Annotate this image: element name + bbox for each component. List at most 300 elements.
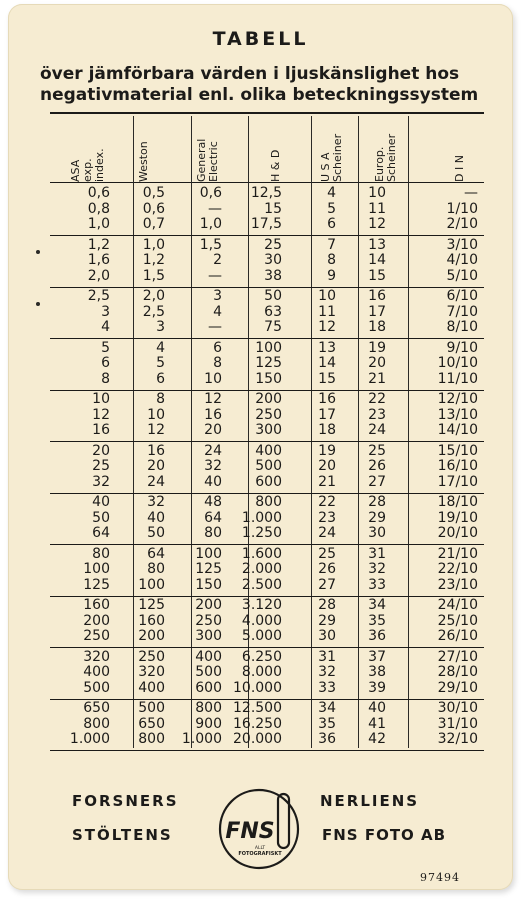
table-value: 6 — [327, 216, 336, 232]
serial-number: 97494 — [420, 871, 460, 884]
table-column-cell — [54, 598, 110, 645]
table-value: 25/10 — [437, 612, 478, 629]
table-column-cell — [54, 495, 110, 542]
table-value: 5 — [101, 339, 110, 356]
table-value: 10 — [92, 391, 110, 407]
table-column-cell — [346, 598, 386, 645]
table-value: 125 — [83, 576, 110, 593]
table-value: 32 — [92, 473, 110, 490]
table-value: 8 — [156, 391, 165, 407]
table-value: 4.000 — [241, 612, 282, 629]
table-value: 16 — [92, 422, 110, 438]
column-header: Europ. Scheiner — [373, 133, 398, 182]
table-column-cell — [418, 701, 478, 748]
table-value: 400 — [138, 679, 165, 696]
table-column-cell — [115, 495, 165, 542]
table-column-cell — [212, 650, 282, 697]
table-value: 3 — [213, 288, 222, 304]
table-value: 20/10 — [437, 525, 478, 541]
table-value: 40 — [92, 494, 110, 510]
table-value: 16 — [318, 391, 336, 407]
table-column-cell — [115, 598, 165, 645]
table-row-group — [50, 442, 484, 494]
table-value: 1.600 — [241, 545, 282, 562]
table-column-cell — [54, 547, 110, 594]
table-column-cell — [115, 341, 165, 388]
table-value: 63 — [264, 303, 282, 320]
table-row-group — [50, 390, 484, 442]
table-value: 23 — [368, 406, 386, 423]
table-column-cell — [212, 186, 282, 233]
logo-letters: FNS — [225, 819, 275, 844]
table-column-cell — [212, 495, 282, 542]
table-value: 800 — [195, 700, 222, 716]
table-value: 34 — [368, 597, 386, 613]
table-value: 20 — [368, 355, 386, 371]
table-value: 200 — [138, 628, 165, 644]
footer-forsners: FORSNERS — [72, 792, 179, 810]
table-value: 1.000 — [69, 731, 110, 747]
table-value: 12 — [92, 406, 110, 423]
table-value: 21 — [318, 473, 336, 490]
table-value: 6 — [213, 339, 222, 356]
table-value: 2,5 — [87, 288, 110, 304]
table-value: 650 — [138, 715, 165, 732]
table-value: — — [208, 200, 222, 217]
table-column-cell — [418, 289, 478, 336]
table-value: 17 — [318, 406, 336, 423]
table-value: 10/10 — [437, 355, 478, 371]
table-value: 1,6 — [87, 252, 110, 268]
table-value: 3 — [156, 319, 165, 335]
table-row-group — [50, 339, 484, 391]
table-column-cell — [296, 495, 336, 542]
table-column-cell — [346, 650, 386, 697]
table-column-cell — [418, 650, 478, 697]
table-value: 150 — [255, 370, 282, 387]
subtitle-line-2: negativmaterial enl. olika beteckningssystem — [40, 85, 479, 105]
table-column-cell — [212, 392, 282, 439]
table-row-group — [50, 699, 484, 751]
table-row-group — [50, 236, 484, 288]
table-column-cell — [212, 289, 282, 336]
table-column-cell — [418, 444, 478, 491]
footer-stoltens: STÖLTENS — [72, 826, 173, 844]
table-value: 50 — [264, 288, 282, 304]
table-column-cell — [296, 547, 336, 594]
table-value: 320 — [138, 664, 165, 680]
table-value: 14 — [368, 252, 386, 268]
table-value: 26/10 — [437, 628, 478, 644]
table-value: 100 — [255, 339, 282, 356]
table-value: 16 — [204, 406, 222, 423]
table-value: 18/10 — [437, 494, 478, 510]
table-column-cell — [212, 547, 282, 594]
card-title: TABELL — [212, 28, 309, 50]
table-column-cell — [346, 547, 386, 594]
table-value: 2,5 — [142, 303, 165, 320]
table-value: 6 — [156, 370, 165, 387]
table-column-cell — [418, 598, 478, 645]
table-value: 6 — [101, 355, 110, 371]
table-column-cell — [54, 444, 110, 491]
table-value: 300 — [255, 422, 282, 438]
table-value: 28 — [318, 597, 336, 613]
table-value: 80 — [92, 545, 110, 562]
table-value: 15 — [318, 370, 336, 387]
table-value: 20 — [147, 458, 165, 474]
table-value: 3 — [101, 303, 110, 320]
table-value: 24/10 — [437, 597, 478, 613]
subtitle-line-1: över jämförbara värden i ljuskänslighet hos — [40, 64, 460, 84]
table-value: 0,6 — [142, 200, 165, 217]
table-column-cell — [212, 598, 282, 645]
table-row-group — [50, 596, 484, 648]
table-value: 22 — [318, 494, 336, 510]
column-header: ASA exp. index. — [69, 148, 106, 182]
table-value: 500 — [83, 679, 110, 696]
table-value: 14/10 — [437, 422, 478, 438]
table-value: 11 — [318, 303, 336, 320]
table-value: 20 — [318, 458, 336, 474]
table-value: 100 — [195, 545, 222, 562]
table-value: 31 — [318, 648, 336, 665]
table-value: 4 — [156, 339, 165, 356]
table-value: 8 — [213, 355, 222, 371]
table-column-cell — [296, 392, 336, 439]
table-value: 4 — [101, 319, 110, 335]
table-column-cell — [115, 444, 165, 491]
table-value: 11 — [368, 200, 386, 217]
table-column-cell — [296, 650, 336, 697]
table-value: 3.120 — [241, 597, 282, 613]
table-column-cell — [346, 238, 386, 285]
table-value: 17 — [368, 303, 386, 320]
table-value: 23/10 — [437, 576, 478, 593]
table-column-cell — [418, 341, 478, 388]
table-value: 600 — [255, 473, 282, 490]
column-header: H & D — [269, 149, 282, 182]
table-value: 12 — [147, 422, 165, 438]
table-value: 2/10 — [446, 216, 478, 232]
table-value: 125 — [255, 355, 282, 371]
table-value: 30 — [368, 525, 386, 541]
table-value: 12,5 — [250, 185, 282, 201]
table-value: 12 — [368, 216, 386, 232]
table-value: 22 — [368, 391, 386, 407]
table-row-group — [50, 287, 484, 339]
table-value: 7 — [327, 236, 336, 253]
table-column-cell — [296, 238, 336, 285]
table-value: 8 — [101, 370, 110, 387]
table-column-cell — [418, 186, 478, 233]
table-value: 1,0 — [87, 216, 110, 232]
table-column-cell — [115, 238, 165, 285]
table-value: 800 — [83, 715, 110, 732]
table-value: 1,5 — [142, 267, 165, 284]
table-value: 24 — [368, 422, 386, 438]
table-column-cell — [296, 598, 336, 645]
table-value: 32 — [368, 561, 386, 577]
footer-nerliens: NERLIENS — [320, 792, 420, 810]
table-value: 9/10 — [446, 339, 478, 356]
table-value: 25 — [368, 442, 386, 459]
table-column-cell — [115, 289, 165, 336]
table-value: 6/10 — [446, 288, 478, 304]
table-value: — — [208, 319, 222, 335]
table-value: 5.000 — [241, 628, 282, 644]
table-value: 40 — [368, 700, 386, 716]
table-value: 1.250 — [241, 525, 282, 541]
table-value: 27 — [318, 576, 336, 593]
table-value: 29 — [318, 612, 336, 629]
table-value: 38 — [368, 664, 386, 680]
table-value: 15 — [264, 200, 282, 217]
column-header: U S A Scheiner — [319, 133, 344, 182]
table-column-cell — [115, 392, 165, 439]
table-column-cell — [346, 392, 386, 439]
table-value: 160 — [83, 597, 110, 613]
table-value: 0,5 — [142, 185, 165, 201]
table-value: 39 — [368, 679, 386, 696]
table-value: 10.000 — [233, 679, 282, 696]
table-value: 800 — [255, 494, 282, 510]
table-value: 30 — [264, 252, 282, 268]
table-value: 42 — [368, 731, 386, 747]
table-value: 3/10 — [446, 236, 478, 253]
table-column-cell — [212, 341, 282, 388]
table-value: 30/10 — [437, 700, 478, 716]
table-value: 31/10 — [437, 715, 478, 732]
table-column-cell — [346, 444, 386, 491]
table-value: 2.000 — [241, 561, 282, 577]
table-value: — — [464, 185, 478, 201]
table-value: 24 — [204, 442, 222, 459]
table-column-cell — [346, 701, 386, 748]
table-value: 10 — [204, 370, 222, 387]
table-value: 2,0 — [87, 267, 110, 284]
table-value: 40 — [147, 509, 165, 526]
table-value: 320 — [83, 648, 110, 665]
table-value: 15 — [368, 267, 386, 284]
table-value: 41 — [368, 715, 386, 732]
table-value: 1.000 — [181, 731, 222, 747]
table-column-cell — [418, 392, 478, 439]
fns-logo — [216, 786, 302, 872]
table-value: 32 — [147, 494, 165, 510]
table-row-group — [50, 545, 484, 597]
table-value: 16 — [147, 442, 165, 459]
table-value: — — [208, 267, 222, 284]
table-value: 6.250 — [241, 648, 282, 665]
table-value: 20.000 — [233, 731, 282, 747]
table-value: 32 — [318, 664, 336, 680]
table-value: 25 — [318, 545, 336, 562]
table-value: 16 — [368, 288, 386, 304]
table-value: 500 — [255, 458, 282, 474]
table-value: 100 — [83, 561, 110, 577]
table-value: 250 — [83, 628, 110, 644]
table-value: 22/10 — [437, 561, 478, 577]
table-value: 25 — [264, 236, 282, 253]
table-value: 0,7 — [142, 216, 165, 232]
table-value: 4 — [327, 185, 336, 201]
table-value: 200 — [83, 612, 110, 629]
table-value: 18 — [318, 422, 336, 438]
table-value: 1,2 — [87, 236, 110, 253]
table-value: 650 — [83, 700, 110, 716]
table-value: 24 — [147, 473, 165, 490]
table-value: 1,5 — [199, 236, 222, 253]
table-value: 10 — [318, 288, 336, 304]
column-header: D I N — [453, 155, 466, 182]
logo-sub-fotografiskt: FOTOGRAFISKT — [238, 851, 282, 857]
table-value: 11/10 — [437, 370, 478, 387]
table-value: 17,5 — [250, 216, 282, 232]
table-top-rule — [50, 112, 484, 114]
table-value: 2,0 — [142, 288, 165, 304]
table-value: 32 — [204, 458, 222, 474]
table-value: 1,0 — [199, 216, 222, 232]
table-value: 35 — [368, 612, 386, 629]
table-value: 28/10 — [437, 664, 478, 680]
table-value: 64 — [147, 545, 165, 562]
table-value: 34 — [318, 700, 336, 716]
table-value: 1/10 — [446, 200, 478, 217]
table-column-cell — [115, 701, 165, 748]
table-value: 250 — [138, 648, 165, 665]
table-column-cell — [54, 392, 110, 439]
table-value: 600 — [195, 679, 222, 696]
table-value: 160 — [138, 612, 165, 629]
table-column-cell — [418, 547, 478, 594]
table-value: 27/10 — [437, 648, 478, 665]
table-value: 75 — [264, 319, 282, 335]
table-value: 26 — [368, 458, 386, 474]
table-column-cell — [296, 444, 336, 491]
table-value: 100 — [138, 576, 165, 593]
table-value: 20 — [204, 422, 222, 438]
header-bottom-rule — [50, 182, 484, 183]
column-header: Weston — [137, 141, 150, 182]
table-value: 0,6 — [199, 185, 222, 201]
table-value: 200 — [195, 597, 222, 613]
column-header: General Electric — [195, 138, 220, 182]
table-value: 5 — [156, 355, 165, 371]
table-value: 7/10 — [446, 303, 478, 320]
table-row-group — [50, 184, 484, 236]
table-value: 13 — [368, 236, 386, 253]
reference-card — [8, 4, 513, 890]
table-value: 36 — [318, 731, 336, 747]
table-value: 250 — [255, 406, 282, 423]
table-value: 1,2 — [142, 252, 165, 268]
table-column-cell — [296, 701, 336, 748]
table-value: 1,0 — [142, 236, 165, 253]
table-value: 21/10 — [437, 545, 478, 562]
table-column-cell — [54, 701, 110, 748]
table-column-cell — [296, 341, 336, 388]
table-value: 300 — [195, 628, 222, 644]
table-column-cell — [418, 495, 478, 542]
table-value: 33 — [368, 576, 386, 593]
table-value: 400 — [255, 442, 282, 459]
table-value: 8/10 — [446, 319, 478, 335]
table-row-group — [50, 648, 484, 700]
table-value: 0,6 — [87, 185, 110, 201]
table-value: 250 — [195, 612, 222, 629]
table-value: 8 — [327, 252, 336, 268]
table-column-cell — [54, 238, 110, 285]
table-value: 24 — [318, 525, 336, 541]
table-value: 17/10 — [437, 473, 478, 490]
table-value: 25 — [92, 458, 110, 474]
table-value: 5/10 — [446, 267, 478, 284]
table-value: 9 — [327, 267, 336, 284]
table-column-cell — [54, 341, 110, 388]
table-value: 500 — [195, 664, 222, 680]
table-value: 4 — [213, 303, 222, 320]
table-value: 20 — [92, 442, 110, 459]
table-value: 80 — [204, 525, 222, 541]
table-value: 500 — [138, 700, 165, 716]
table-column-cell — [346, 341, 386, 388]
table-column-cell — [212, 238, 282, 285]
footer-fns-foto-ab: FNS FOTO AB — [322, 826, 447, 844]
table-value: 900 — [195, 715, 222, 732]
table-value: 125 — [195, 561, 222, 577]
table-value: 2 — [213, 252, 222, 268]
table-value: 14 — [318, 355, 336, 371]
table-value: 15/10 — [437, 442, 478, 459]
table-column-cell — [212, 444, 282, 491]
table-value: 150 — [195, 576, 222, 593]
table-value: 50 — [92, 509, 110, 526]
table-value: 19/10 — [437, 509, 478, 526]
table-value: 2.500 — [241, 576, 282, 593]
table-value: 30 — [318, 628, 336, 644]
table-value: 12/10 — [437, 391, 478, 407]
table-value: 21 — [368, 370, 386, 387]
table-column-cell — [115, 547, 165, 594]
table-value: 0,8 — [87, 200, 110, 217]
table-column-cell — [54, 289, 110, 336]
table-column-cell — [418, 238, 478, 285]
table-value: 13/10 — [437, 406, 478, 423]
table-value: 400 — [195, 648, 222, 665]
table-value: 29/10 — [437, 679, 478, 696]
table-value: 27 — [368, 473, 386, 490]
table-value: 40 — [204, 473, 222, 490]
table-value: 1.000 — [241, 509, 282, 526]
table-value: 200 — [255, 391, 282, 407]
table-value: 26 — [318, 561, 336, 577]
table-value: 800 — [138, 731, 165, 747]
table-value: 50 — [147, 525, 165, 541]
table-column-cell — [115, 650, 165, 697]
table-value: 400 — [83, 664, 110, 680]
table-column-cell — [296, 289, 336, 336]
table-value: 48 — [204, 494, 222, 510]
table-column-cell — [346, 289, 386, 336]
table-value: 12 — [318, 319, 336, 335]
table-value: 16.250 — [233, 715, 282, 732]
bullet-mark — [36, 302, 40, 306]
logo-sub-allt: ALLT — [254, 846, 266, 851]
table-value: 36 — [368, 628, 386, 644]
table-value: 18 — [368, 319, 386, 335]
table-value: 31 — [368, 545, 386, 562]
